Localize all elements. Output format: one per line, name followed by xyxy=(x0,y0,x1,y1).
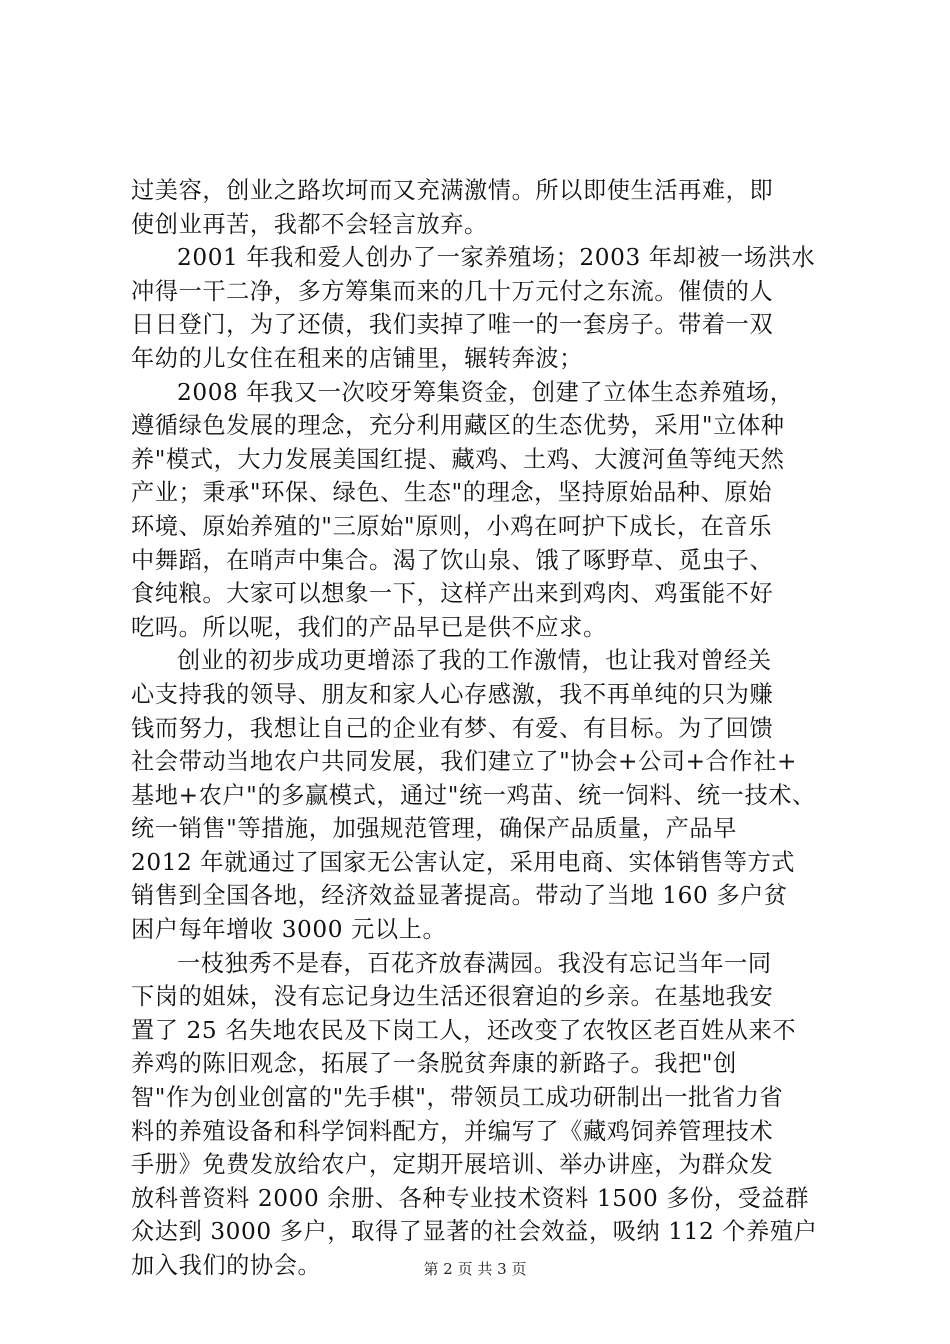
text-line: 日日登门，为了还债，我们卖掉了唯一的一套房子。带着一双 xyxy=(131,311,774,339)
text-line: 社会带动当地农户共同发展，我们建立了"协会+公司+合作社+ xyxy=(131,748,798,776)
text-line: 养鸡的陈旧观念，拓展了一条脱贫奔康的新路子。我把"创 xyxy=(131,1050,737,1078)
body-text xyxy=(131,174,821,1283)
text-line: 吃吗。所以呢，我们的产品早已是供不应求。 xyxy=(131,613,607,641)
text-line: 使创业再苦，我都不会轻言放弃。 xyxy=(131,210,488,238)
text-line: 置了 25 名失地农民及下岗工人，还改变了农牧区老百姓从来不 xyxy=(131,1016,797,1044)
text-line: 心支持我的领导、朋友和家人心存感激，我不再单纯的只为赚 xyxy=(131,680,774,708)
paragraph xyxy=(131,947,821,1283)
text-line: 冲得一干二净，多方筹集而来的几十万元付之东流。催债的人 xyxy=(131,277,774,305)
text-line: 加入我们的协会。 xyxy=(131,1252,322,1279)
text-line: 遵循绿色发展的理念，充分利用藏区的生态优势，采用"立体种 xyxy=(131,412,785,440)
text-line: 养"模式，大力发展美国红提、藏鸡、土鸡、大渡河鱼等纯天然 xyxy=(131,445,785,473)
text-line: 销售到全国各地，经济效益显著提高。带动了当地 160 多户贫 xyxy=(131,882,788,910)
text-line: 基地+农户"的多赢模式，通过"统一鸡苗、统一饲料、统一技术、 xyxy=(131,781,816,809)
text-line: 放科普资料 2000 余册、各种专业技术资料 1500 多份，受益群 xyxy=(131,1184,810,1212)
paragraph xyxy=(131,644,821,946)
text-line: 年幼的儿女住在租来的店铺里，辗转奔波； xyxy=(131,344,583,372)
paragraph xyxy=(131,174,821,241)
text-line: 众达到 3000 多户，取得了显著的社会效益，吸纳 112 个养殖户 xyxy=(131,1218,818,1246)
text-line: 环境、原始养殖的"三原始"原则，小鸡在呵护下成长，在音乐 xyxy=(131,512,773,540)
paragraph xyxy=(131,376,821,645)
text-line: 创业的初步成功更增添了我的工作激情，也让我对曾经关 xyxy=(177,647,772,675)
text-line: 2001 年我和爱人创办了一家养殖场；2003 年却被一场洪水 xyxy=(177,244,816,272)
page-number-footer: 第 2 页 共 3 页 xyxy=(423,1260,527,1278)
text-line: 钱而努力，我想让自己的企业有梦、有爱、有目标。为了回馈 xyxy=(131,714,774,742)
text-line: 统一销售"等措施，加强规范管理，确保产品质量，产品早 xyxy=(131,815,737,843)
text-line: 手册》免费发放给农户，定期开展培训、举办讲座，为群众发 xyxy=(131,1151,774,1179)
paragraph xyxy=(131,241,821,375)
text-line: 料的养殖设备和科学饲料配方，并编写了《藏鸡饲养管理技术 xyxy=(131,1117,774,1145)
text-line: 2012 年就通过了国家无公害认定，采用电商、实体销售等方式 xyxy=(131,848,796,876)
text-line: 困户每年增收 3000 元以上。 xyxy=(131,916,447,944)
text-line: 过美容，创业之路坎坷而又充满激情。所以即使生活再难，即 xyxy=(131,177,774,204)
text-line: 产业；秉承"环保、绿色、生态"的理念，坚持原始品种、原始 xyxy=(131,479,773,507)
text-line: 2008 年我又一次咬牙筹集资金，创建了立体生态养殖场， xyxy=(177,378,794,406)
text-line: 智"作为创业创富的"先手棋"，带领员工成功研制出一批省力省 xyxy=(131,1084,784,1112)
text-line: 中舞蹈，在哨声中集合。渴了饮山泉、饿了啄野草、觅虫子、 xyxy=(131,546,774,574)
text-line: 食纯粮。大家可以想象一下，这样产出来到鸡肉、鸡蛋能不好 xyxy=(131,580,774,608)
text-line: 一枝独秀不是春，百花齐放春满园。我没有忘记当年一同 xyxy=(177,949,772,977)
text-line: 下岗的姐妹，没有忘记身边生活还很窘迫的乡亲。在基地我安 xyxy=(131,983,774,1011)
